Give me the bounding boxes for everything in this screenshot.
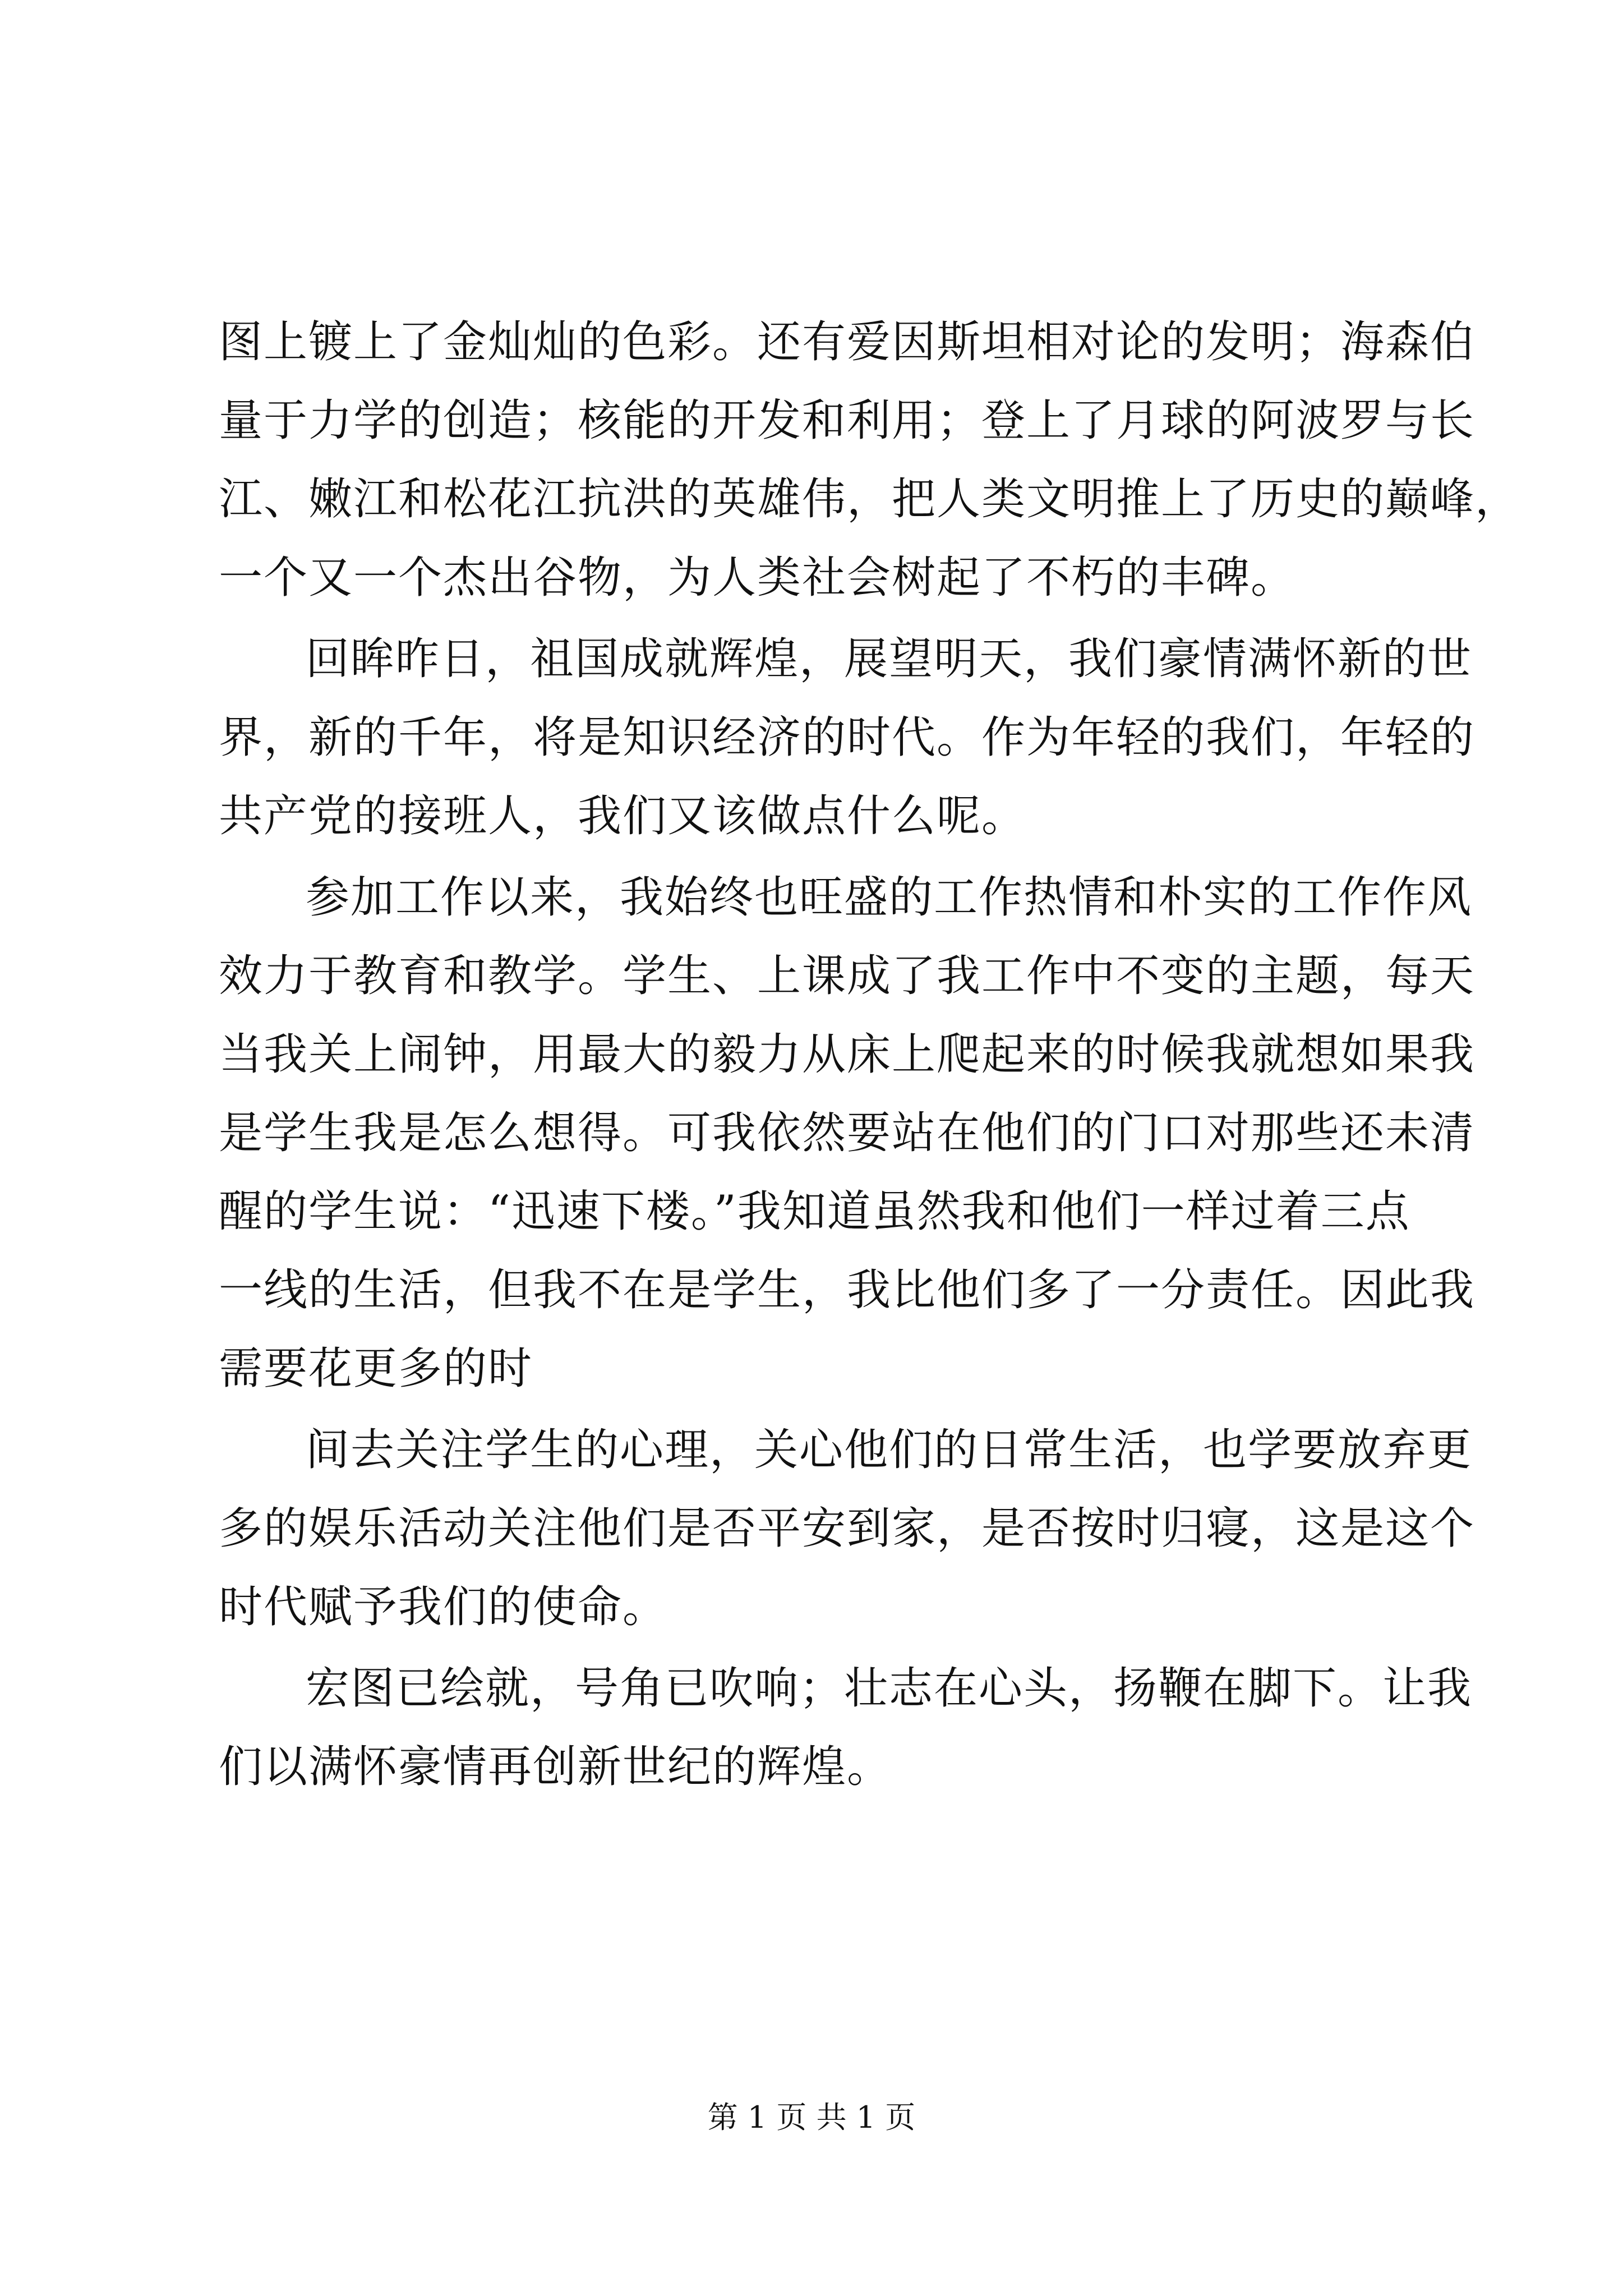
paragraph-2-line-3: 共产党的接班人，我们又该做点什么呢。 xyxy=(219,791,1027,841)
paragraph-3-line-6: 一线的生活，但我不在是学生，我比他们多了一分责任。因此我 xyxy=(219,1265,1476,1315)
page-number-footer: 第 1 页 共 1 页 xyxy=(707,2100,916,2135)
paragraph-4-line-1: 间去关注学生的心理，关心他们的日常生活，也学要放弃更 xyxy=(306,1425,1473,1475)
paragraph-1-line-4: 一个又一个杰出谷物，为人类社会树起了不朽的丰碑。 xyxy=(219,553,1296,603)
paragraph-5-line-2: 们以满怀豪情再创新世纪的辉煌。 xyxy=(219,1742,892,1792)
paragraph-5-line-1: 宏图已绘就，号角已吹响；壮志在心头，扬鞭在脚下。让我 xyxy=(306,1663,1473,1714)
paragraph-1-line-2: 量于力学的创造；核能的开发和利用；登上了月球的阿波罗与长 xyxy=(219,395,1476,446)
paragraph-4-line-2: 多的娱乐活动关注他们是否平安到家，是否按时归寝，这是这个 xyxy=(219,1503,1476,1554)
paragraph-3-line-5: 醒的学生说：“迅速下楼。”我知道虽然我和他们一样过着三点 xyxy=(219,1186,1410,1237)
paragraph-3-line-7: 需要花更多的时 xyxy=(219,1343,533,1394)
paragraph-2-line-2: 界，新的千年，将是知识经济的时代。作为年轻的我们，年轻的 xyxy=(219,712,1476,763)
paragraph-4-line-3: 时代赋予我们的使命。 xyxy=(219,1582,668,1632)
paragraph-1-line-1: 图上镀上了金灿灿的色彩。还有爱因斯坦相对论的发明；海森伯 xyxy=(219,317,1476,367)
paragraph-1-line-3: 江、嫩江和松花江抗洪的英雄伟，把人类文明推上了历史的巅峰， xyxy=(219,474,1520,524)
paragraph-3-line-1: 参加工作以来，我始终也旺盛的工作热情和朴实的工作作风 xyxy=(306,872,1473,923)
paragraph-3-line-3: 当我关上闹钟，用最大的毅力从床上爬起来的时候我就想如果我 xyxy=(219,1029,1476,1080)
paragraph-3-line-2: 效力于教育和教学。学生、上课成了我工作中不变的主题，每天 xyxy=(219,951,1476,1001)
paragraph-3-line-4: 是学生我是怎么想得。可我依然要站在他们的门口对那些还未清 xyxy=(219,1108,1476,1158)
paragraph-2-line-1: 回眸昨日，祖国成就辉煌，展望明天，我们豪情满怀新的世 xyxy=(306,634,1473,684)
